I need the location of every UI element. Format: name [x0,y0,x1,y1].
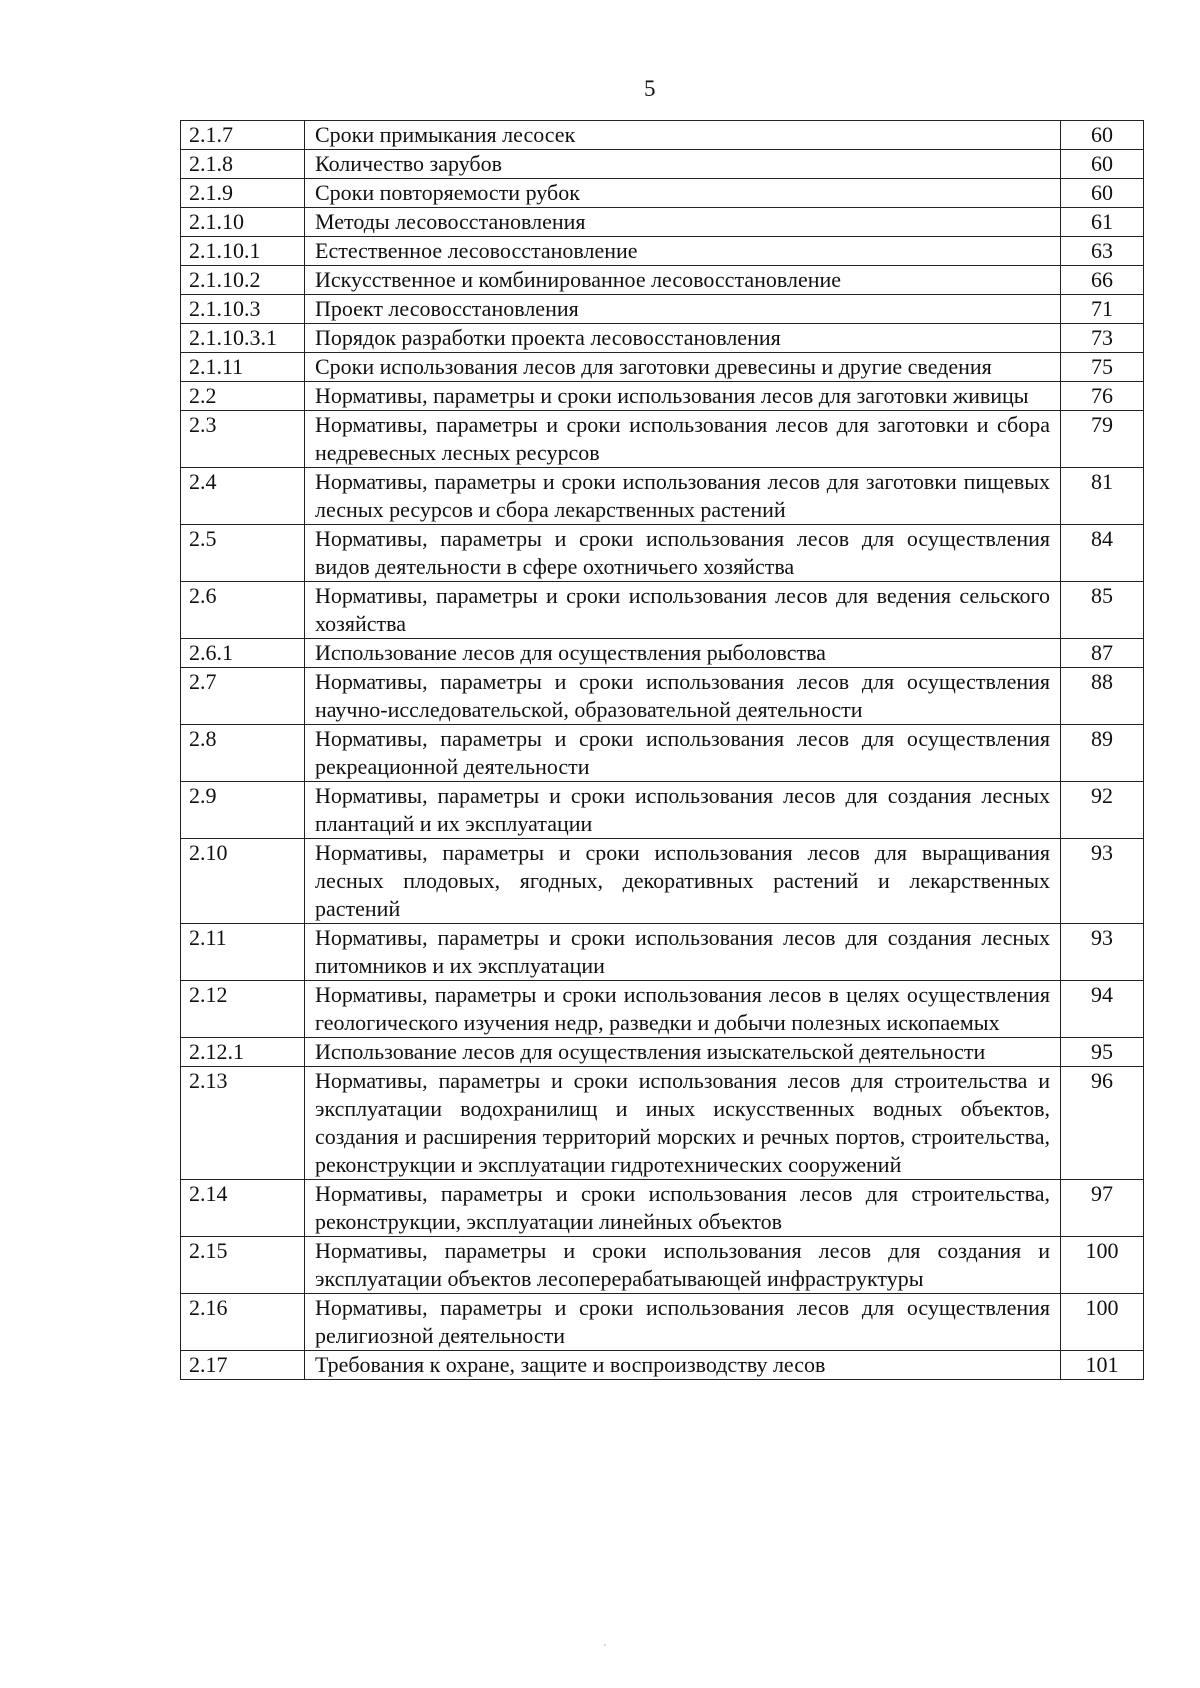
toc-entry-page: 76 [1061,382,1144,411]
scan-speck [604,1644,606,1646]
toc-entry-number: 2.1.10.3.1 [181,324,305,353]
toc-entry-title: Естественное лесовосстановление [305,237,1061,266]
toc-entry-number: 2.12 [181,981,305,1038]
toc-row [181,1237,1144,1294]
toc-entry-title: Нормативы, параметры и сроки использования лесов для осуществления видов деятельности в сфере охотничьего хозяйства [305,525,1061,582]
toc-entry-title: Порядок разработки проекта лесовосстановления [305,324,1061,353]
toc-entry-page: 60 [1061,179,1144,208]
toc-entry-title: Нормативы, параметры и сроки использования лесов для строительства и эксплуатации водохранилищ и иных искусственных водных объектов, создания и расширения территорий морских и речных портов, строительства, реконструкции и эксплуатации гидротехнических сооружений [305,1067,1061,1180]
toc-entry-number: 2.11 [181,924,305,981]
toc-entry-page: 96 [1061,1067,1144,1180]
toc-entry-title: Нормативы, параметры и сроки использования лесов для заготовки живицы [305,382,1061,411]
toc-entry-page: 75 [1061,353,1144,382]
toc-row [181,1294,1144,1351]
toc-row [181,725,1144,782]
toc-entry-page: 60 [1061,121,1144,150]
toc-entry-page: 60 [1061,150,1144,179]
toc-entry-title: Нормативы, параметры и сроки использования лесов для создания лесных питомников и их эксплуатации [305,924,1061,981]
toc-entry-page: 66 [1061,266,1144,295]
toc-entry-title: Нормативы, параметры и сроки использования лесов для заготовки пищевых лесных ресурсов и сбора лекарственных растений [305,468,1061,525]
toc-row [181,668,1144,725]
toc-row [181,782,1144,839]
toc-row [181,295,1144,324]
toc-entry-number: 2.13 [181,1067,305,1180]
toc-entry-title: Проект лесовосстановления [305,295,1061,324]
toc-entry-number: 2.9 [181,782,305,839]
toc-entry-title: Нормативы, параметры и сроки использования лесов в целях осуществления геологического изучения недр, разведки и добычи полезных ископаемых [305,981,1061,1038]
toc-row [181,237,1144,266]
toc-entry-number: 2.6 [181,582,305,639]
toc-entry-number: 2.1.8 [181,150,305,179]
toc-entry-number: 2.1.10.3 [181,295,305,324]
toc-entry-number: 2.7 [181,668,305,725]
toc-entry-title: Нормативы, параметры и сроки использования лесов для выращивания лесных плодовых, ягодных, декоративных растений и лекарственных растений [305,839,1061,924]
toc-entry-page: 88 [1061,668,1144,725]
toc-entry-title: Сроки использования лесов для заготовки древесины и другие сведения [305,353,1061,382]
toc-entry-title: Нормативы, параметры и сроки использования лесов для заготовки и сбора недревесных лесных ресурсов [305,411,1061,468]
toc-entry-title: Нормативы, параметры и сроки использования лесов для создания и эксплуатации объектов лесоперерабатывающей инфраструктуры [305,1237,1061,1294]
toc-row [181,639,1144,668]
toc-row [181,1038,1144,1067]
toc-row [181,924,1144,981]
toc-entry-title: Использование лесов для осуществления рыболовства [305,639,1061,668]
toc-entry-page: 79 [1061,411,1144,468]
toc-entry-number: 2.1.9 [181,179,305,208]
toc-entry-number: 2.10 [181,839,305,924]
toc-entry-number: 2.4 [181,468,305,525]
toc-body [181,121,1144,1380]
toc-row [181,179,1144,208]
toc-row [181,468,1144,525]
toc-row [181,150,1144,179]
toc-entry-page: 71 [1061,295,1144,324]
toc-entry-page: 95 [1061,1038,1144,1067]
toc-entry-number: 2.3 [181,411,305,468]
toc-entry-page: 101 [1061,1351,1144,1380]
toc-row [181,1067,1144,1180]
toc-entry-number: 2.2 [181,382,305,411]
toc-entry-page: 93 [1061,924,1144,981]
toc-entry-number: 2.16 [181,1294,305,1351]
toc-entry-number: 2.14 [181,1180,305,1237]
toc-row [181,981,1144,1038]
toc-row [181,324,1144,353]
toc-entry-title: Количество зарубов [305,150,1061,179]
toc-entry-page: 63 [1061,237,1144,266]
toc-row [181,839,1144,924]
toc-entry-page: 92 [1061,782,1144,839]
toc-row [181,353,1144,382]
toc-entry-number: 2.1.10 [181,208,305,237]
toc-entry-page: 94 [1061,981,1144,1038]
toc-entry-title: Нормативы, параметры и сроки использования лесов для осуществления религиозной деятельности [305,1294,1061,1351]
toc-entry-number: 2.12.1 [181,1038,305,1067]
toc-entry-title: Нормативы, параметры и сроки использования лесов для осуществления научно-исследовательской, образовательной деятельности [305,668,1061,725]
toc-entry-page: 93 [1061,839,1144,924]
toc-entry-page: 84 [1061,525,1144,582]
toc-row [181,266,1144,295]
toc-row [181,121,1144,150]
toc-row [181,1180,1144,1237]
toc-entry-page: 100 [1061,1294,1144,1351]
toc-entry-title: Нормативы, параметры и сроки использования лесов для ведения сельского хозяйства [305,582,1061,639]
toc-entry-page: 100 [1061,1237,1144,1294]
toc-row [181,1351,1144,1380]
toc-row [181,582,1144,639]
toc-entry-title: Нормативы, параметры и сроки использования лесов для строительства, реконструкции, эксплуатации линейных объектов [305,1180,1061,1237]
toc-entry-page: 85 [1061,582,1144,639]
toc-entry-title: Методы лесовосстановления [305,208,1061,237]
toc-row [181,525,1144,582]
toc-entry-title: Сроки примыкания лесосек [305,121,1061,150]
toc-row [181,382,1144,411]
toc-entry-number: 2.6.1 [181,639,305,668]
toc-entry-page: 89 [1061,725,1144,782]
toc-entry-number: 2.15 [181,1237,305,1294]
toc-entry-number: 2.1.10.1 [181,237,305,266]
toc-entry-page: 87 [1061,639,1144,668]
toc-entry-number: 2.17 [181,1351,305,1380]
toc-entry-number: 2.1.11 [181,353,305,382]
toc-entry-page: 73 [1061,324,1144,353]
toc-entry-number: 2.5 [181,525,305,582]
toc-entry-page: 97 [1061,1180,1144,1237]
toc-entry-title: Нормативы, параметры и сроки использования лесов для осуществления рекреационной деятельности [305,725,1061,782]
toc-entry-page: 81 [1061,468,1144,525]
toc-entry-number: 2.1.7 [181,121,305,150]
toc-row [181,208,1144,237]
table-of-contents [180,120,1144,1380]
toc-entry-title: Использование лесов для осуществления изыскательской деятельности [305,1038,1061,1067]
toc-row [181,411,1144,468]
toc-entry-number: 2.1.10.2 [181,266,305,295]
toc-entry-title: Нормативы, параметры и сроки использования лесов для создания лесных плантаций и их эксплуатации [305,782,1061,839]
toc-entry-title: Требования к охране, защите и воспроизводству лесов [305,1351,1061,1380]
toc-entry-title: Искусственное и комбинированное лесовосстановление [305,266,1061,295]
page-number: 5 [644,76,656,101]
toc-entry-page: 61 [1061,208,1144,237]
toc-entry-number: 2.8 [181,725,305,782]
toc-entry-title: Сроки повторяемости рубок [305,179,1061,208]
